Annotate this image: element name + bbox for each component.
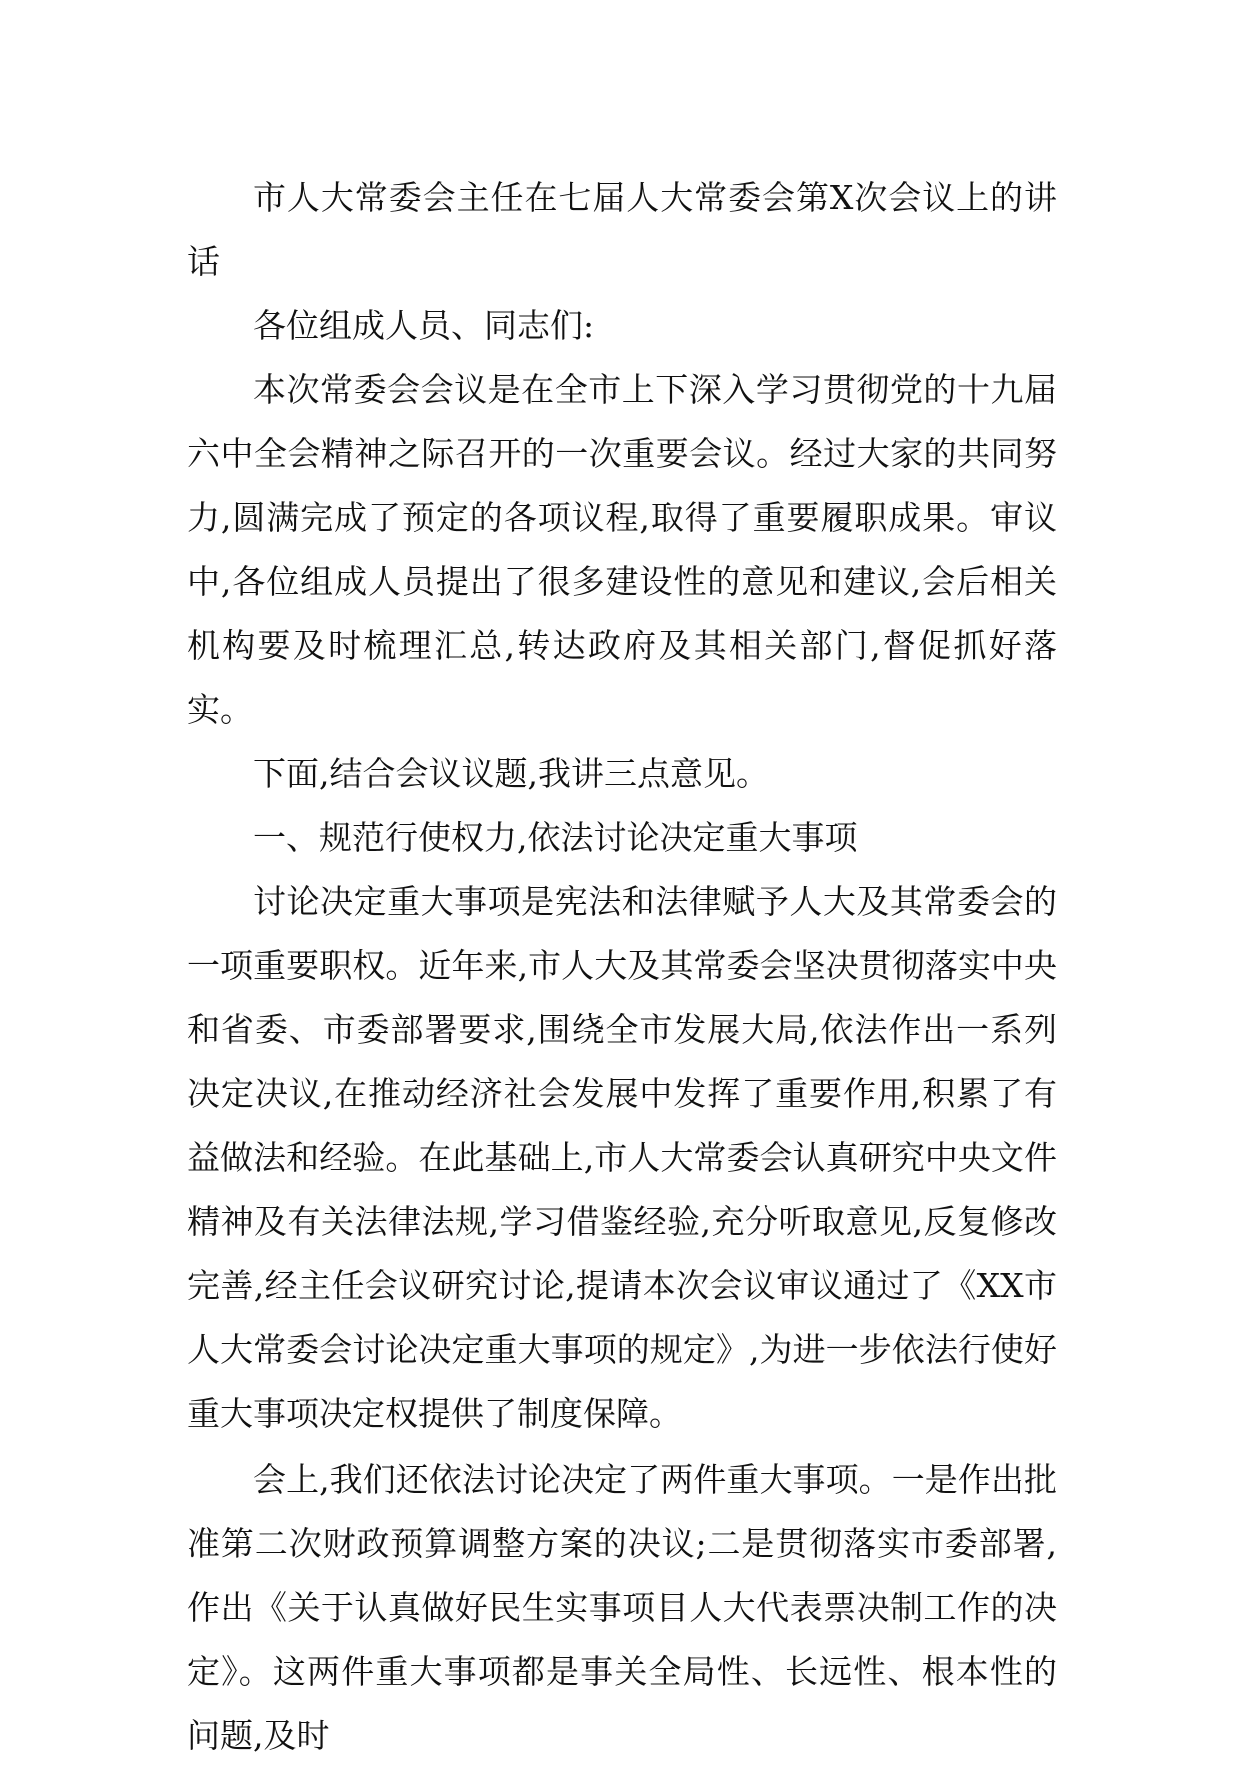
- salutation: 各位组成人员、同志们:: [253, 306, 595, 345]
- paragraph-intro: 本次常委会会议是在全市上下深入学习贯彻党的十九届六中全会精神之际召开的一次重要会议。经过大家的共同努力,圆满完成了预定的各项议程,取得了重要履职成果。审议中,各位组成人员提出了很多建设性的意见和建议,会后相关机构要及时梳理汇总,转达政府及其相关部门,督促抓好落实。: [187, 370, 1057, 729]
- paragraph-three-points: 下面,结合会议议题,我讲三点意见。: [253, 754, 769, 793]
- paragraph-major-matters: 讨论决定重大事项是宪法和法律赋予人大及其常委会的一项重要职权。近年来,市人大及其常委会坚决贯彻落实中央和省委、市委部署要求,围绕全市发展大局,依法作出一系列决定决议,在推动经济社会发展中发挥了重要作用,积累了有益做法和经验。在此基础上,市人大常委会认真研究中央文件精神及有关法律法规,学习借鉴经验,充分听取意见,反复修改完善,经主任会议研究讨论,提请本次会议审议通过了《XX市人大常委会讨论决定重大事项的规定》,为进一步依法行使好重大事项决定权提供了制度保障。: [187, 882, 1057, 1433]
- section-heading-one: 一、规范行使权力,依法讨论决定重大事项: [253, 818, 858, 857]
- document-body: [187, 166, 1057, 1768]
- document-title: 市人大常委会主任在七届人大常委会第X次会议上的讲话: [187, 178, 1057, 281]
- paragraph-two-decisions: 会上,我们还依法讨论决定了两件重大事项。一是作出批准第二次财政预算调整方案的决议;二是贯彻落实市委部署,作出《关于认真做好民生实事项目人大代表票决制工作的决定》。这两件重大事项都是事关全局性、长远性、根本性的问题,及时: [187, 1460, 1057, 1755]
